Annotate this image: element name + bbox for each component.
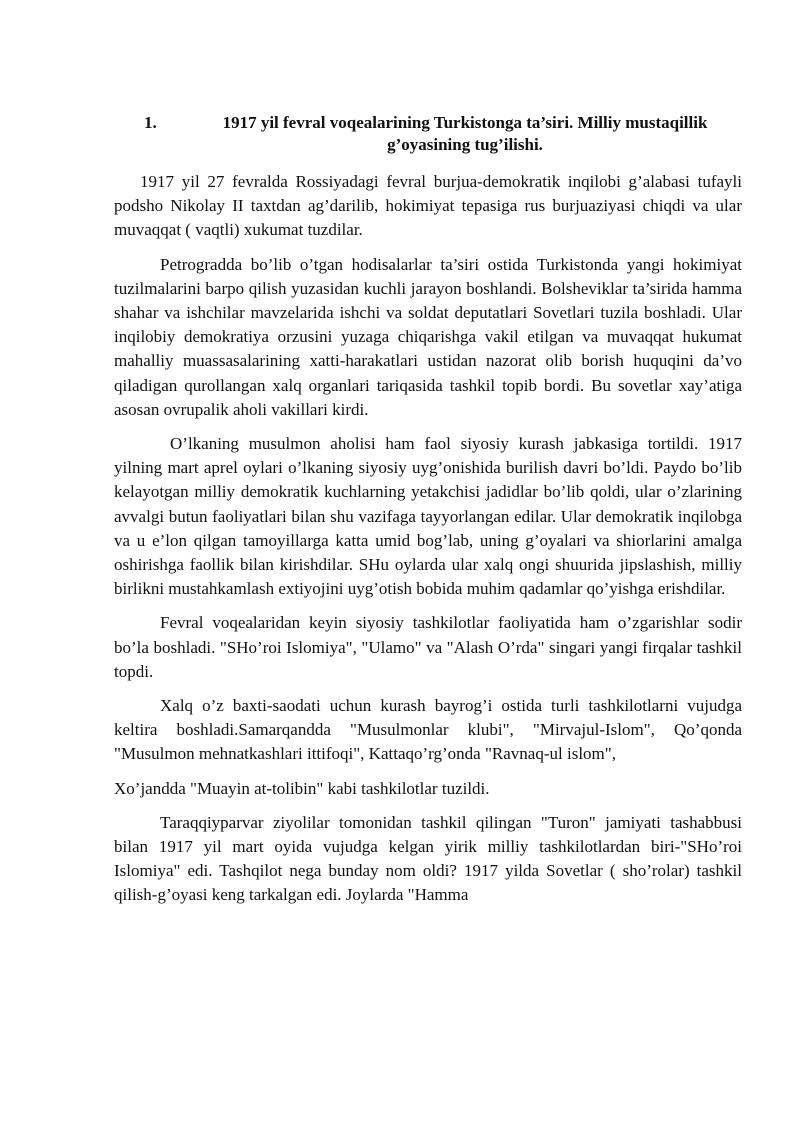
paragraph: Petrogradda bo’lib o’tgan hodisalarlar ta’siri ostida Turkistonda yangi hokimiyat tuzilmalarini barpo qilish yuzasidan kuchli jarayon boshlandi. Bolsheviklar ta’sirida hamma shahar va ishchilar mavzelarida ishchi va soldat deputatlari Sovetlari tuzila boshladi. Ular inqilobiy demokratiya orzusini yuzaga chiqarishga vakil etilgan va muvaqqat hukumat mahalliy muassasalarining xatti-harakatlari ustidan nazorat olib borish huquqini da’vo qiladigan qurollangan xalq organlari tariqasida tashkil topib bordi. Bu sovetlar xay’atiga asosan ovrupalik aholi vakillari kirdi. bbox=[114, 254, 742, 419]
section-title: 1917 yil fevral voqealarining Turkistonga ta’siri. Milliy mustaqillik g’oyasining tug’ilishi. bbox=[222, 113, 708, 154]
paragraph: Taraqqiyparvar ziyolilar tomonidan tashkil qilingan "Turon" jamiyati tashabbusi bilan 1917 yil mart oyida vujudga kelgan yirik milliy tashkilotlardan biri-"SHo’roi Islomiya" edi. Tashqilot nega bunday nom oldi? 1917 yilda Sovetlar ( sho’rolar) tashkil qilish-g’oyasi keng tarkalgan edi. Joylarda "Hamma bbox=[114, 812, 742, 905]
paragraph: Xalq o’z baxti-saodati uchun kurash bayrog’i ostida turli tashkilotlarni vujudga keltira boshladi.Samarqandda "Musulmonlar klubi", "Mirvajul-Islom", Qo’qonda "Musulmon mehnatkashlari ittifoqi", Kattaqo’rg’onda "Ravnaq-ul islom", bbox=[114, 696, 742, 764]
paragraph: Fevral voqealaridan keyin siyosiy tashkilotlar faoliyatida ham o’zgarishlar sodir bo’la boshladi. "SHo’roi Islomiya", "Ulamo" va "Alash O’rda" singari yangi firqalar tashkil topdi. bbox=[114, 613, 742, 681]
section-heading bbox=[114, 112, 742, 156]
paragraph: Xo’jandda "Muayin at-tolibin" kabi tashkilotlar tuzildi. bbox=[114, 778, 490, 798]
paragraph: 1917 yil 27 fevralda Rossiyadagi fevral burjua-demokratik inqilobi g’alabasi tufayli podsho Nikolay II taxtdan ag’darilib, hokimiyat tepasiga rus burjuaziyasi chiqdi va ular muvaqqat ( vaqtli) xukumat tuzdilar. bbox=[114, 172, 742, 240]
document-page bbox=[114, 112, 742, 918]
section-number: 1. bbox=[144, 113, 157, 132]
paragraph: O’lkaning musulmon aholisi ham faol siyosiy kurash jabkasiga tortildi. 1917 yilning mart aprel oylari o’lkaning siyosiy uyg’onishida burilish davri bo’ldi. Paydo bo’lib kelayotgan milliy demokratik kuchlarning yetakchisi jadidlar bo’lib qoldi, ular o’zlarining avvalgi butun faoliyatlari bilan shu vazifaga tayyorlangan edilar. Ular demokratik inqilobga va u e’lon qilgan tamoyillarga katta umid bog’lab, uning g’oyalari va shiorlarini amalga oshirishga faollik bilan kirishdilar. SHu oylarda ular xalq ongi shuurida jipslashish, milliy birlikni mustahkamlash extiyojini uyg’otish bobida muhim qadamlar qo’yishga erishdilar. bbox=[114, 434, 742, 599]
